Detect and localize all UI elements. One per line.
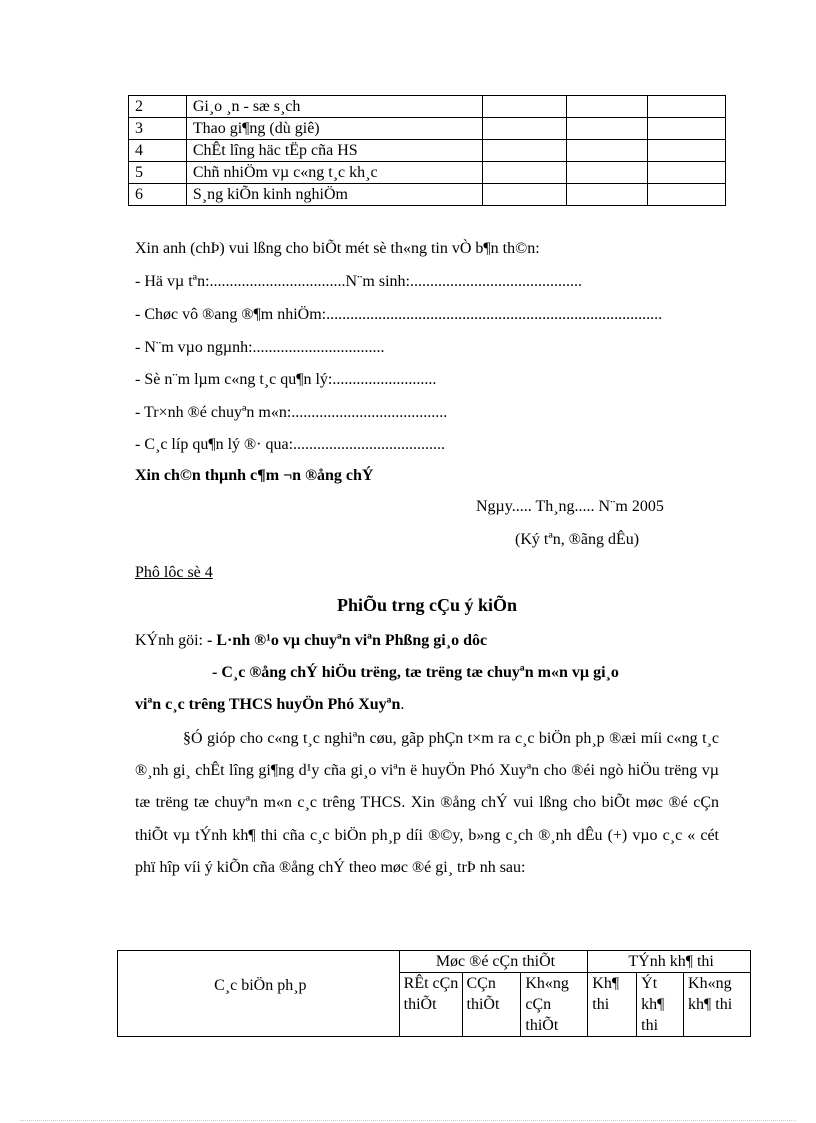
criterion-text: S¸ng kiÕn kinh nghiÖm <box>186 184 482 206</box>
signature-line: (Ký tªn, ®ãng dÊu) <box>515 531 640 548</box>
empty-cell <box>482 140 566 162</box>
empty-cell <box>482 184 566 206</box>
empty-cell <box>566 184 648 206</box>
criterion-text: ChÊt lîng häc tËp cña HS <box>186 140 482 162</box>
empty-cell <box>566 96 648 118</box>
degree-line: - Tr×nh ®é chuyªn m«n:....................................... <box>135 404 448 421</box>
feasibility-col-2: Ýt kh¶ thi <box>637 973 684 1037</box>
recipient-2b-line <box>135 696 404 714</box>
row-number: 6 <box>129 184 187 206</box>
position-line: - Chøc vô ®ang ®¶m nhiÖm:.................................................................................... <box>135 306 663 323</box>
courses-line: - C¸c líp qu¶n lý ®· qua:...................................... <box>135 436 446 453</box>
empty-cell <box>482 118 566 140</box>
measures-header: C¸c biÖn ph¸p <box>118 951 400 1037</box>
criteria-table <box>128 95 726 206</box>
management-years-line: - Sè n¨m lµm c«ng t¸c qu¶n lý:.......................... <box>135 371 437 388</box>
date-line: Ngµy..... Th¸ng..... N¨m 2005 <box>476 498 664 515</box>
row-number: 3 <box>129 118 187 140</box>
feasibility-header: TÝnh kh¶ thi <box>588 951 751 973</box>
recipient-2-end: . <box>400 696 405 713</box>
page-divider <box>20 1120 796 1121</box>
empty-cell <box>648 140 726 162</box>
row-number: 5 <box>129 162 187 184</box>
criterion-text: Thao gi¶ng (dù giê) <box>186 118 482 140</box>
name-birthyear-line: - Hä vµ tªn:..................................N¨m sinh:........................................... <box>135 273 582 290</box>
recipient-2b: viªn c¸c trêng THCS huyÖn Phó Xuyªn <box>135 696 401 713</box>
thanks-line: Xin ch©n thµnh c¶m ¬n ®ång chÝ <box>135 467 374 484</box>
appendix-label: Phô lôc sè 4 <box>135 564 213 581</box>
table-header-row <box>118 951 751 973</box>
table-row <box>129 118 726 140</box>
table-row <box>129 140 726 162</box>
body-paragraph: §Ó gióp cho c«ng t¸c nghiªn cøu, gãp phÇn t×m ra c¸c biÖn ph¸p ®æi míi c«ng t¸c ®¸nh gi¸ chÊt lîng gi¶ng d¹y cña gi¸o viªn ë huyÖn Phó Xuyªn cho ®éi ngò hiÖu trëng vµ tæ trëng tæ chuyªn m«n c¸c trêng THCS. Xin ®ång chÝ vui lßng cho biÕt møc ®é cÇn thiÕt vµ tÝnh kh¶ thi cña c¸c biÖn ph¸p díi ®©y, b»ng c¸ch ®¸nh dÊu (+) vµo c¸c « cét phï hîp víi ý kiÕn cña ®ång chÝ theo møc ®é gi¸ trÞ nh sau: <box>135 730 719 876</box>
necessity-col-2: CÇn thiÕt <box>462 973 521 1037</box>
empty-cell <box>566 140 648 162</box>
empty-cell <box>566 162 648 184</box>
greeting-prefix: KÝnh göi: <box>135 632 207 649</box>
criterion-text: Chñ nhiÖm vµ c«ng t¸c kh¸c <box>186 162 482 184</box>
start-year-line: - N¨m vµo ngµnh:................................. <box>135 339 385 356</box>
recipient-2a: - C¸c ®ång chÝ hiÖu trëng, tæ trëng tæ chuyªn m«n vµ gi¸o <box>212 664 619 681</box>
empty-cell <box>648 184 726 206</box>
necessity-col-3: Kh«ng cÇn thiÕt <box>521 973 588 1037</box>
criterion-text: Gi¸o ¸n - sæ s¸ch <box>186 96 482 118</box>
feasibility-col-3: Kh«ng kh¶ thi <box>684 973 751 1037</box>
necessity-col-1: RÊt cÇn thiÕt <box>399 973 462 1037</box>
table-row <box>129 96 726 118</box>
greeting-line <box>135 632 487 650</box>
necessity-header: Møc ®é cÇn thiÕt <box>399 951 588 973</box>
recipient-1: - L·nh ®¹o vµ chuyªn viªn Phßng gi¸o dôc <box>207 632 488 649</box>
empty-cell <box>648 162 726 184</box>
empty-cell <box>648 96 726 118</box>
feasibility-col-1: Kh¶ thi <box>588 973 637 1037</box>
table-row <box>129 184 726 206</box>
empty-cell <box>566 118 648 140</box>
row-number: 2 <box>129 96 187 118</box>
info-intro: Xin anh (chÞ) vui lßng cho biÕt mét sè th«ng tin vÒ b¶n th©n: <box>135 240 540 257</box>
measures-table <box>117 950 751 1037</box>
empty-cell <box>482 96 566 118</box>
empty-cell <box>482 162 566 184</box>
table-row <box>129 162 726 184</box>
survey-title: PhiÕu trng cÇu ý kiÕn <box>336 595 518 615</box>
empty-cell <box>648 118 726 140</box>
row-number: 4 <box>129 140 187 162</box>
